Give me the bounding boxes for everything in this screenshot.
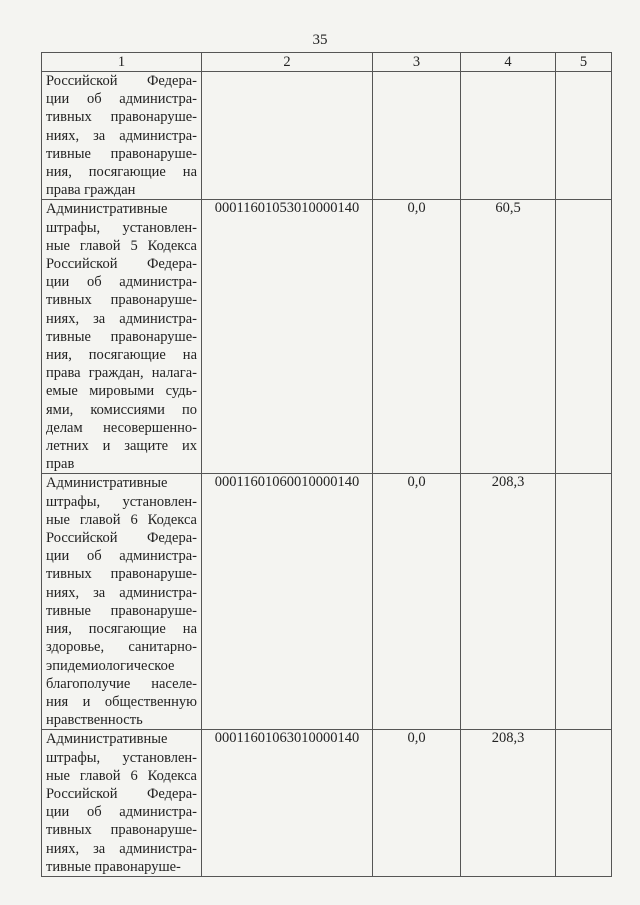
row-code: 00011601063010000140 <box>202 730 373 877</box>
description-line: Административные <box>46 731 168 748</box>
description-line: прав <box>46 456 75 473</box>
row-code: 00011601053010000140 <box>202 200 373 474</box>
table-row <box>42 200 612 474</box>
description-line: тивных правонаруше- <box>46 566 197 583</box>
row-code <box>202 72 373 200</box>
description-line: здоровье, санитарно- <box>46 639 197 656</box>
description-line: тивные правонаруше- <box>46 602 197 619</box>
row-value-col5 <box>556 72 612 200</box>
description-line: ния и общественную <box>46 693 197 710</box>
column-header-3: 3 <box>373 53 461 72</box>
description-line: ния, посягающие на <box>46 347 197 364</box>
column-header-2: 2 <box>202 53 373 72</box>
row-value-col5 <box>556 474 612 730</box>
row-value-col4: 208,3 <box>461 474 556 730</box>
description-line: летних и защите их <box>46 438 197 455</box>
description-line: нравственность <box>46 712 143 729</box>
description-line: ные главой 5 Кодекса <box>46 237 197 254</box>
description-line: ные главой 6 Кодекса <box>46 767 197 784</box>
description-line: эпидемиологическое <box>46 657 175 674</box>
description-line: права граждан <box>46 182 136 199</box>
description-line: Российской Федера- <box>46 530 197 547</box>
description-line: штрафы, установлен- <box>46 493 197 510</box>
description-line: тивных правонаруше- <box>46 292 197 309</box>
description-line: штрафы, установлен- <box>46 219 197 236</box>
table-row <box>42 730 612 877</box>
description-line: ниях, за администра- <box>46 310 197 327</box>
description-line: ниях, за администра- <box>46 584 197 601</box>
description-line: делам несовершенно- <box>46 419 197 436</box>
column-header-5: 5 <box>556 53 612 72</box>
row-value-col4: 208,3 <box>461 730 556 877</box>
description-line: Административные <box>46 475 168 492</box>
row-value-col3: 0,0 <box>373 730 461 877</box>
row-value-col3 <box>373 72 461 200</box>
row-description <box>42 730 202 877</box>
description-line: ции об администра- <box>46 548 197 565</box>
description-line: Российской Федера- <box>46 73 197 89</box>
description-line: тивные правонаруше- <box>46 145 197 162</box>
table-row <box>42 474 612 730</box>
description-line: ниях, за администра- <box>46 840 197 857</box>
description-line: Российской Федера- <box>46 256 197 273</box>
description-line: ния, посягающие на <box>46 621 197 638</box>
description-line: благополучие населе- <box>46 675 197 692</box>
row-description <box>42 200 202 474</box>
description-line: штрафы, установлен- <box>46 749 197 766</box>
description-line: Административные <box>46 201 168 218</box>
row-description <box>42 474 202 730</box>
column-number-row <box>42 53 612 72</box>
row-value-col5 <box>556 730 612 877</box>
description-line: ции об администра- <box>46 91 197 108</box>
row-value-col3: 0,0 <box>373 474 461 730</box>
description-line: тивные правонаруше- <box>46 328 197 345</box>
row-description <box>42 72 202 200</box>
description-line: права граждан, налага- <box>46 365 197 382</box>
page-number: 35 <box>312 32 328 48</box>
column-header-1: 1 <box>42 53 202 72</box>
description-line: ные главой 6 Кодекса <box>46 511 197 528</box>
description-line: Российской Федера- <box>46 785 197 802</box>
column-header-4: 4 <box>461 53 556 72</box>
description-line: ниях, за администра- <box>46 127 197 144</box>
description-line: ния, посягающие на <box>46 164 197 181</box>
description-line: ями, комиссиями по <box>46 401 197 418</box>
description-line: тивные правонаруше- <box>46 858 181 875</box>
description-line: тивных правонаруше- <box>46 109 197 126</box>
row-value-col5 <box>556 200 612 474</box>
row-value-col3: 0,0 <box>373 200 461 474</box>
budget-table <box>41 52 612 877</box>
row-value-col4: 60,5 <box>461 200 556 474</box>
description-line: ции об администра- <box>46 274 197 291</box>
description-line: тивных правонаруше- <box>46 822 197 839</box>
row-code: 00011601060010000140 <box>202 474 373 730</box>
row-value-col4 <box>461 72 556 200</box>
table-row <box>42 72 612 200</box>
table-body <box>42 72 612 877</box>
description-line: ции об администра- <box>46 804 197 821</box>
description-line: емые мировыми судь- <box>46 383 197 400</box>
